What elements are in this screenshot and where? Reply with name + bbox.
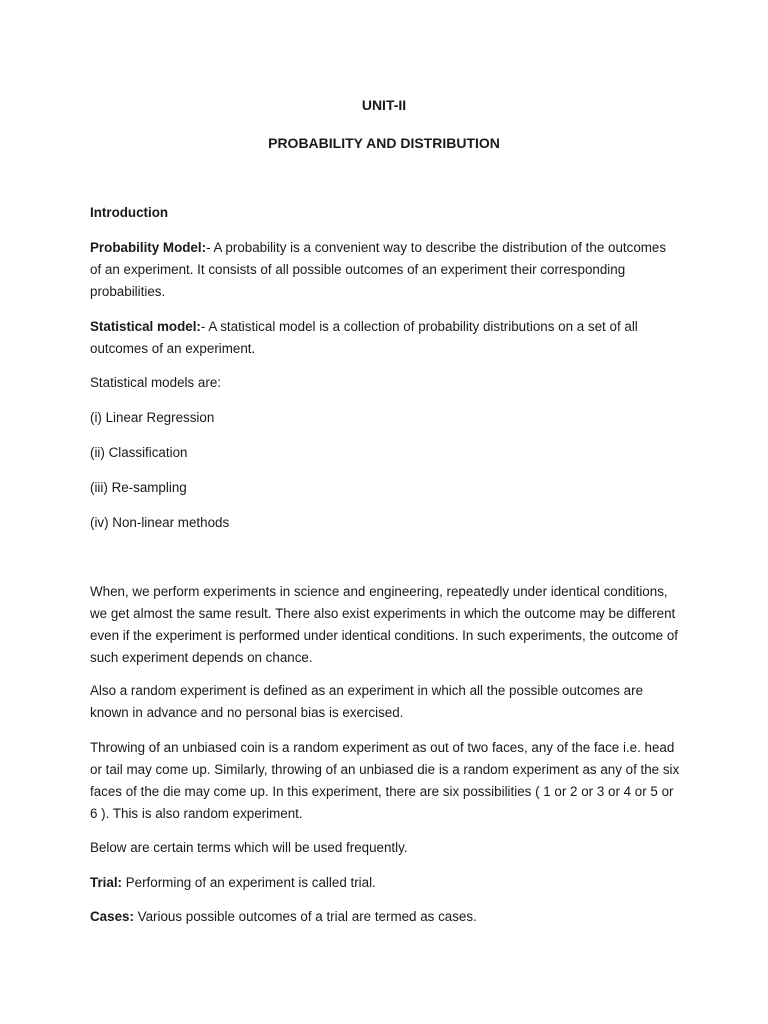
paragraph-terms-intro: Below are certain terms which will be used frequently. <box>90 840 408 855</box>
model-item-non-linear: (iv) Non-linear methods <box>90 515 230 530</box>
term-trial-text: Performing of an experiment is called trial. <box>122 875 376 890</box>
probability-model-paragraph <box>90 237 680 303</box>
model-item-classification: (ii) Classification <box>90 445 188 460</box>
introduction-heading: Introduction <box>90 205 169 220</box>
statistical-model-paragraph <box>90 316 680 360</box>
term-trial <box>90 872 680 894</box>
term-cases-label: Cases: <box>90 909 134 924</box>
statistical-model-text: - A statistical model is a collection of probability distributions on a set of all outcomes of an experiment. <box>90 319 638 356</box>
unit-heading: UNIT-II <box>361 97 407 113</box>
probability-model-text: - A probability is a convenient way to describe the distribution of the outcomes of an experiment. It consists of all possible outcomes of an experiment their corresponding probabilities. <box>90 240 667 299</box>
term-trial-label: Trial: <box>90 875 122 890</box>
statistical-model-term: Statistical model: <box>90 319 201 334</box>
paragraph-random-experiment: Also a random experiment is defined as an experiment in which all the possible outcomes are known in advance and no personal bias is exercised. <box>90 683 644 720</box>
model-item-re-sampling: (iii) Re-sampling <box>90 480 187 495</box>
models-intro: Statistical models are: <box>90 375 221 390</box>
model-item-linear-regression: (i) Linear Regression <box>90 410 215 425</box>
term-cases <box>90 906 680 928</box>
paragraph-experiments: When, we perform experiments in science and engineering, repeatedly under identical conditions, we get almost the same result. There also exist experiments in which the outcome may be different even if the experiment is performed under identical conditions. In such experiments, the outcome of such experiment depends on chance. <box>90 584 679 665</box>
term-cases-text: Various possible outcomes of a trial are termed as cases. <box>133 909 477 924</box>
paragraph-coin-die: Throwing of an unbiased coin is a random experiment as out of two faces, any of the face i.e. head or tail may come up. Similarly, throwing of an unbiased die is a random experiment as any of the six faces of the die may come up. In this experiment, there are six possibilities ( 1 or 2 or 3 or 4 or 5 or 6 ). This is also random experiment. <box>90 740 680 821</box>
page-title: PROBABILITY AND DISTRIBUTION <box>268 135 500 151</box>
probability-model-term: Probability Model: <box>90 240 207 255</box>
